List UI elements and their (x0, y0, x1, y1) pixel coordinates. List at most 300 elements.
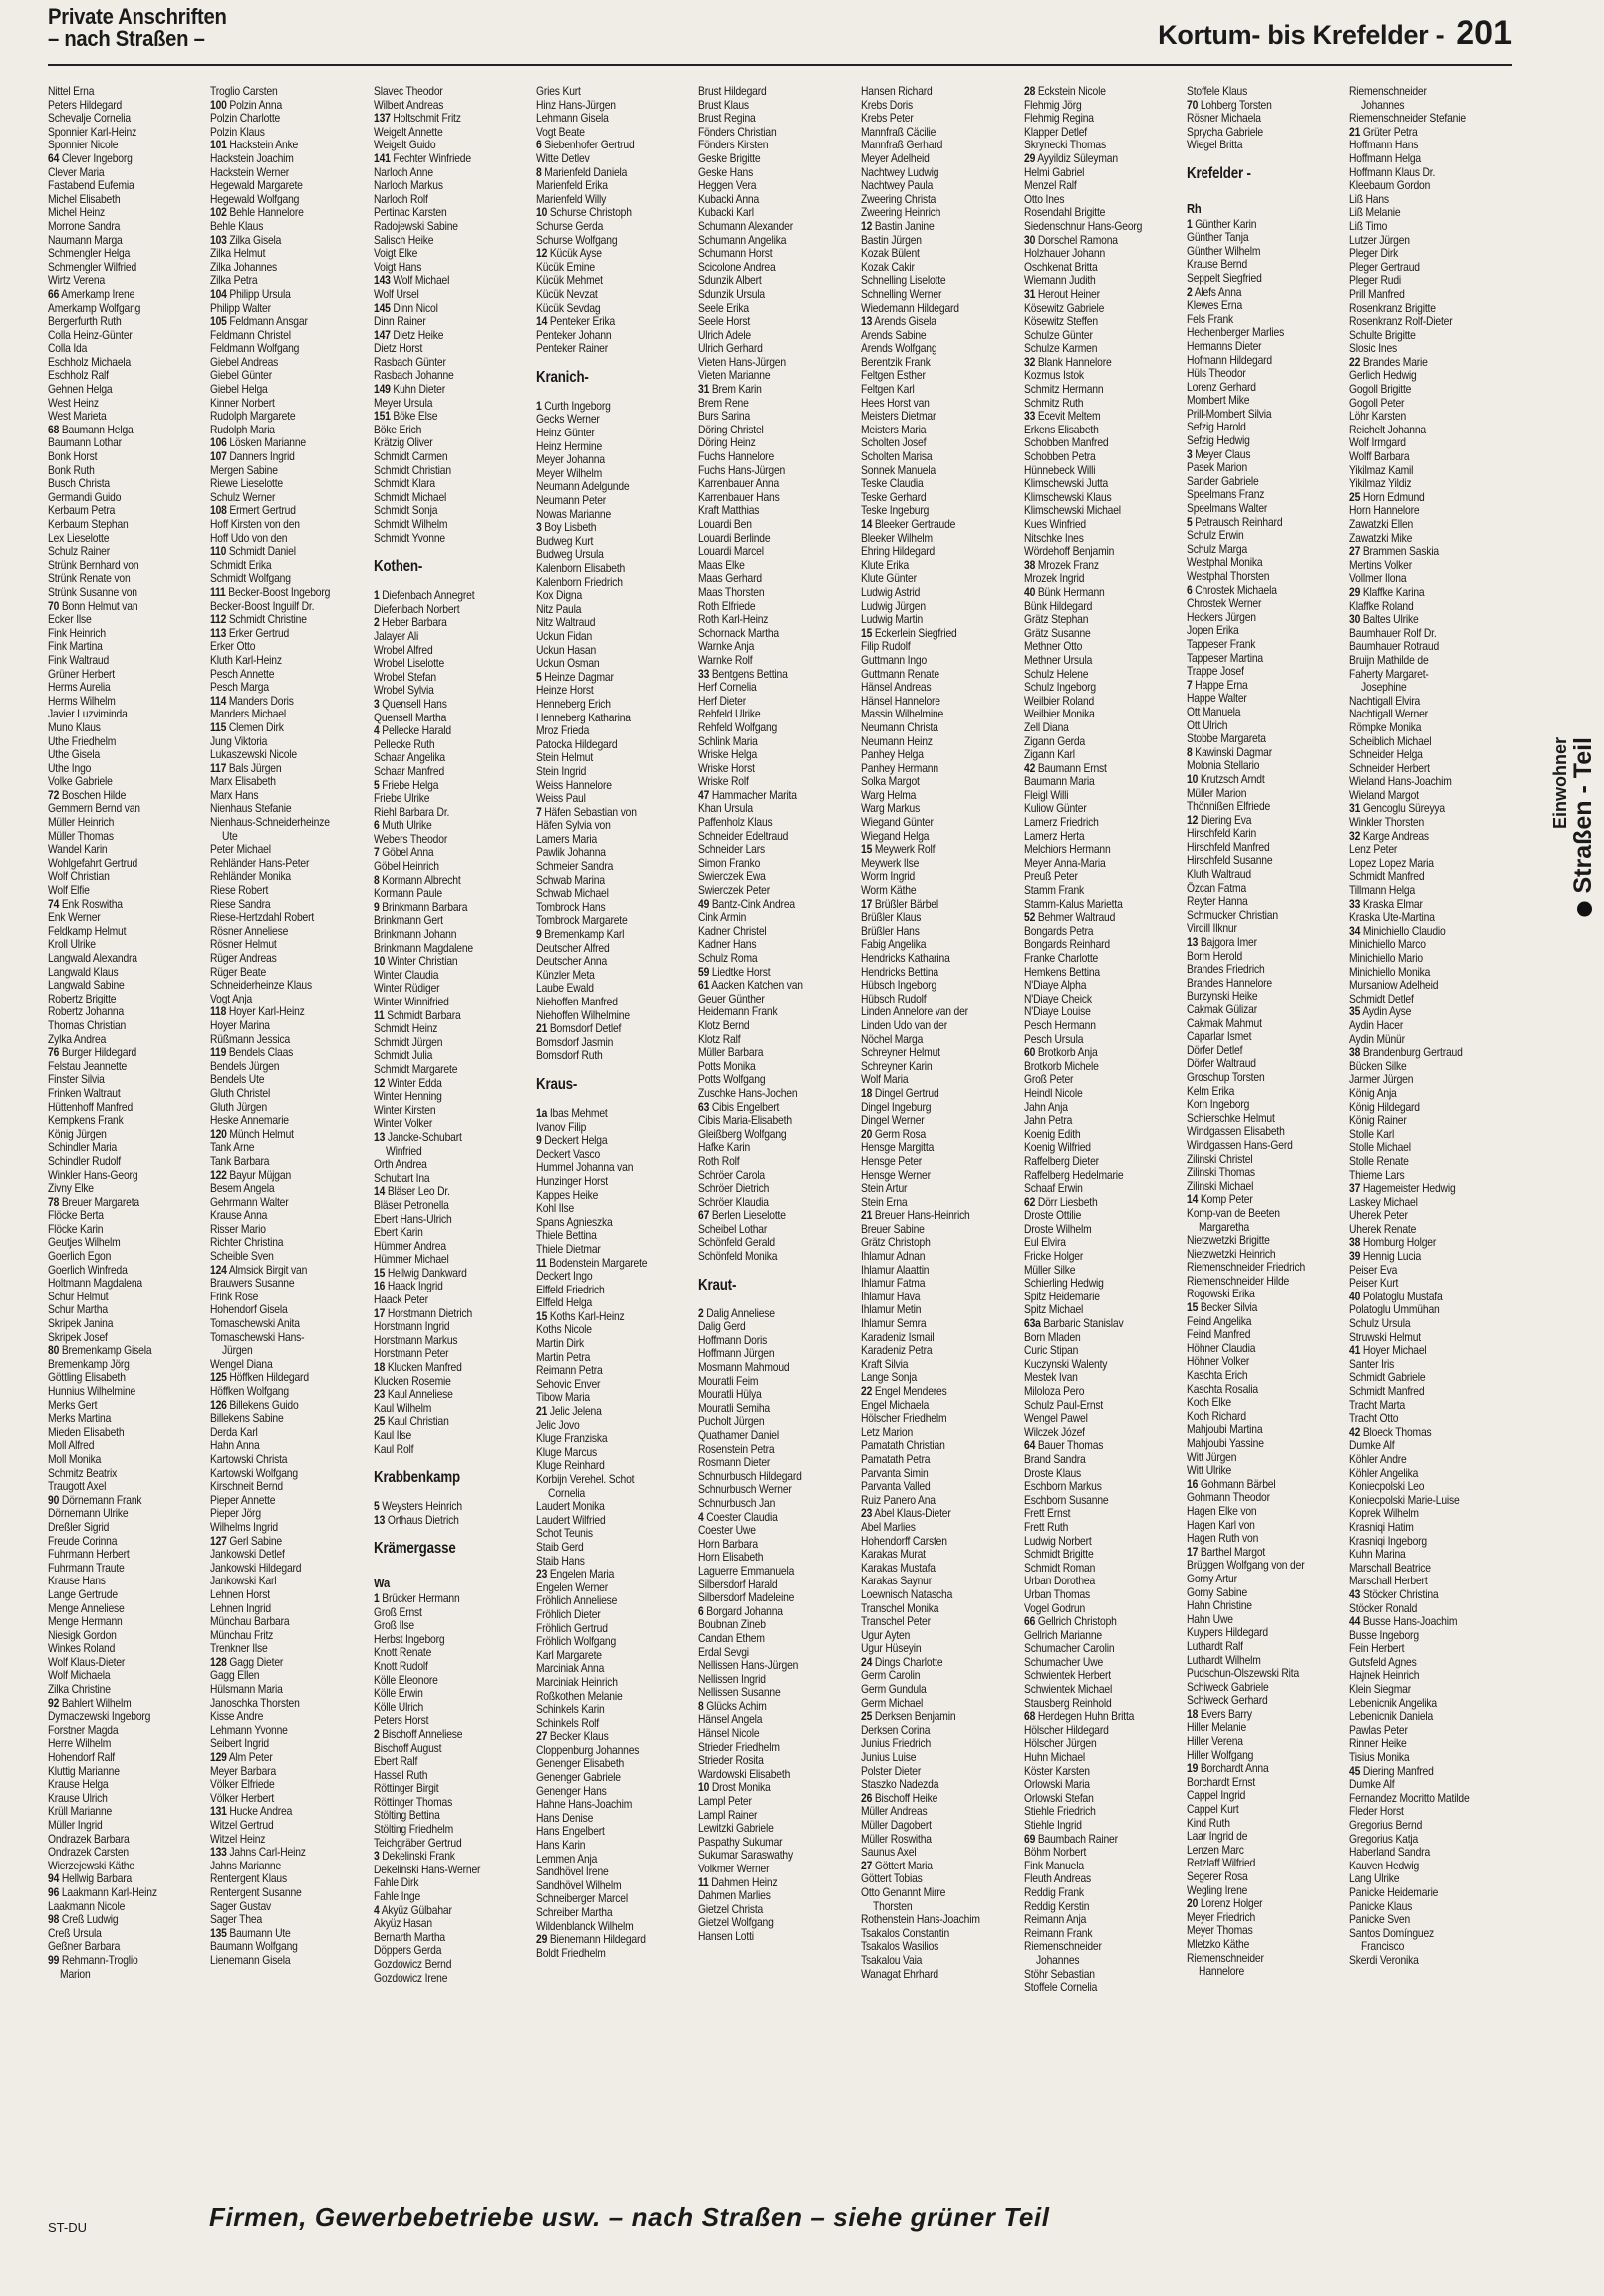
resident-entry: Özcan Fatma (1187, 881, 1247, 895)
resident-entry: Kuypers Hildegard (1187, 1626, 1269, 1640)
side-tab-label (1570, 737, 1596, 917)
resident-entry: Lehnen Ingrid (210, 1601, 272, 1615)
resident-entry: Günther Tanja (1187, 231, 1249, 245)
resident-entry: Schnelling Werner (861, 287, 942, 301)
resident-entry: Mrozek Ingrid (1023, 572, 1085, 586)
resident-entry: 41 Hoyer Michael (1349, 1344, 1427, 1358)
resident-entry: Ihlamur Adnan (861, 1250, 926, 1264)
house-number: 119 (210, 1046, 227, 1060)
resident-entry: 5 Heinze Dagmar (535, 670, 614, 684)
resident-entry: Hofmann Hildegard (1187, 353, 1273, 367)
resident-entry: Janoschka Thorsten (210, 1696, 300, 1710)
resident-entry: Gutsfeld Agnes (1349, 1655, 1417, 1669)
resident-entry: Hans Denise (535, 1811, 594, 1825)
resident-entry: 45 Diering Manfred (1349, 1764, 1435, 1778)
resident-entry: Sefzig Hedwig (1187, 434, 1250, 448)
resident-entry: Baumhauer Rolf Dr. (1349, 626, 1437, 640)
resident-entry: Yikilmaz Kamil (1349, 463, 1414, 477)
resident-entry: Pasek Marion (1187, 461, 1248, 475)
resident-entry: 19 Borchardt Anna (1187, 1762, 1269, 1776)
spacer (536, 1100, 698, 1107)
resident-entry: Niesigk Gordon (48, 1628, 117, 1642)
resident-entry: 12 Diering Eva (1187, 813, 1252, 827)
resident-entry: Lamers Maria (535, 832, 597, 846)
resident-entry: Speelmans Walter (1187, 502, 1268, 516)
resident-entry: Krause Hans (48, 1575, 106, 1588)
resident-entry: Schmidt Detlef (1349, 992, 1415, 1005)
resident-entry: Busse Ingeborg (1349, 1628, 1420, 1642)
resident-entry: Horn Elisabeth (698, 1551, 764, 1565)
resident-entry: Filip Rudolf (861, 640, 912, 654)
resident-entry: Jopen Erika (1187, 624, 1239, 638)
resident-entry: Parvanta Valled (861, 1480, 932, 1494)
resident-entry: Lebenicnik Angelika (1349, 1696, 1438, 1710)
resident-entry: Gregorius Katja (1349, 1832, 1419, 1846)
resident-entry: 15 Eckerlein Siegfried (861, 626, 958, 640)
resident-entry: Grätz Stephan (1023, 613, 1089, 627)
resident-entry: Kleebaum Gordon (1349, 179, 1431, 193)
resident-entry: Wriske Helga (698, 748, 758, 762)
resident-entry: Raffelberg Dieter (1023, 1154, 1099, 1168)
resident-entry: Deutscher Anna (535, 955, 607, 969)
resident-entry: Fahle Inge (373, 1890, 420, 1904)
resident-entry: Heindl Nicole (1023, 1086, 1083, 1100)
spacer (374, 1564, 536, 1571)
resident-entry: Mombert Mike (1187, 394, 1250, 408)
resident-entry: Lewitzki Gabriele (698, 1822, 774, 1836)
resident-entry: 6 Siebenhofer Gertrud (535, 139, 635, 152)
house-number: 10 (698, 1781, 710, 1795)
resident-entry: Javier Luzviminda (48, 708, 128, 721)
resident-entry: Born Mladen (1023, 1330, 1081, 1344)
resident-entry: Mertins Volker (1349, 558, 1413, 572)
resident-entry: 8 Glücks Achim (698, 1699, 767, 1713)
resident-entry: Schmidt Manfred (1349, 870, 1425, 884)
house-number: 5 (373, 1500, 380, 1514)
resident-entry: Zivny Elke (48, 1182, 94, 1196)
resident-entry: Flehmig Regina (1023, 112, 1094, 126)
resident-entry: Dekelinski Hans-Werner (373, 1863, 480, 1876)
resident-entry: Schönfeld Gerald (698, 1236, 776, 1250)
resident-entry: Mannfraß Gerhard (861, 139, 943, 152)
resident-entry: Röttinger Birgit (373, 1782, 439, 1796)
resident-entry: Schulze Günter (1023, 328, 1093, 342)
resident-entry: Krause Anna (210, 1209, 268, 1223)
resident-entry: Brinkmann Johann (373, 928, 456, 942)
resident-entry: Rosenkranz Brigitte (1349, 301, 1437, 315)
resident-entry: Herre Wilhelm (48, 1737, 112, 1751)
house-number: 59 (698, 965, 710, 979)
resident-entry: Zigann Gerda (1023, 734, 1085, 748)
resident-entry: Nitz Paula (535, 602, 582, 616)
resident-entry: Heggen Vera (698, 179, 757, 193)
resident-entry: Coester Uwe (698, 1524, 756, 1538)
resident-entry: Nachtigall Werner (1349, 708, 1429, 721)
resident-entry: Schnelling Liselotte (861, 274, 946, 288)
resident-entry: Panhey Helga (861, 748, 925, 762)
house-number: 45 (1349, 1764, 1361, 1778)
resident-entry: Zilka Helmut (210, 247, 266, 261)
resident-entry: 32 Karge Andreas (1349, 829, 1430, 843)
resident-entry: Wengel Pawel (1023, 1412, 1088, 1426)
resident-entry: Kücük Sevdag (535, 301, 601, 315)
resident-entry: Cappel Kurt (1187, 1803, 1239, 1817)
house-number: 120 (210, 1127, 227, 1141)
resident-entry: Menzel Ralf (1023, 179, 1077, 193)
house-number: 1a (535, 1106, 548, 1120)
resident-entry: Thieme Lars (1349, 1168, 1405, 1182)
resident-entry: 31 Brem Karin (698, 383, 762, 397)
house-number: 21 (1349, 125, 1361, 139)
resident-entry: Frinken Waltraut (48, 1086, 121, 1100)
resident-entry: Germandi Guido (48, 490, 122, 504)
resident-entry: Prill-Mombert Silvia (1187, 407, 1272, 421)
directory-column (210, 85, 373, 2202)
resident-entry: Minichiello Marco (1349, 938, 1427, 952)
resident-entry: 21 Breuer Hans-Heinrich (861, 1209, 971, 1223)
resident-entry: Droste Ottilie (1023, 1209, 1082, 1223)
resident-entry: Abel Marlies (861, 1520, 917, 1534)
resident-entry: Fröhlich Gertrud (535, 1621, 608, 1635)
resident-entry: Göttling Elisabeth (48, 1371, 126, 1385)
resident-entry: Feldkamp Helmut (48, 924, 127, 938)
resident-entry: Engelen Werner (535, 1580, 608, 1594)
resident-entry: König Jürgen (48, 1127, 107, 1141)
resident-entry: Schubart Ina (373, 1171, 430, 1185)
resident-entry: 33 Bentgens Bettina (698, 667, 788, 681)
resident-entry: 14 Penteker Erika (535, 315, 616, 329)
resident-entry: Schmitz Hermann (1023, 383, 1104, 397)
resident-name-continued: Cornelia (547, 1486, 585, 1500)
resident-entry: Breuer Sabine (861, 1222, 926, 1236)
house-number: 151 (373, 410, 391, 424)
resident-entry: Schaar Manfred (373, 764, 444, 778)
resident-entry: Schmidt Wilhelm (373, 518, 447, 531)
resident-entry: Minichiello Monika (1349, 965, 1431, 979)
resident-entry: Heinze Horst (535, 684, 594, 698)
resident-entry: Teske Ingeburg (861, 504, 930, 518)
resident-entry: Schmidt Manfred (1349, 1385, 1425, 1398)
house-number: 34 (1349, 924, 1361, 938)
resident-entry: 10 Schurse Christoph (535, 206, 632, 220)
resident-entry: Wriske Horst (698, 761, 756, 775)
resident-entry: Trappe Josef (1187, 665, 1244, 679)
resident-entry: Laudert Monika (535, 1500, 605, 1514)
house-number: 24 (861, 1655, 873, 1669)
resident-entry: 2 Bischoff Anneliese (373, 1727, 462, 1741)
resident-entry: 68 Baumann Helga (48, 423, 134, 436)
resident-entry: Neumann Heinz (861, 734, 934, 748)
house-number: 1 (373, 1591, 380, 1605)
resident-entry: Hinz Hans-Jürgen (535, 98, 616, 112)
resident-entry: Karakas Saynur (861, 1575, 933, 1588)
directory-column (861, 85, 1023, 2202)
resident-entry: Bomsdorf Ruth (535, 1049, 603, 1063)
resident-entry: Horn Barbara (698, 1537, 759, 1551)
resident-entry: Elffeld Friedrich (535, 1283, 605, 1296)
resident-entry: Brotkorb Michele (1023, 1059, 1099, 1073)
resident-entry: Reimann Frank (1023, 1926, 1093, 1940)
resident-entry: Worm Ingrid (861, 870, 916, 884)
resident-entry: Hölscher Hildegard (1023, 1723, 1109, 1737)
resident-entry: Lehmann Yvonne (210, 1723, 289, 1737)
resident-entry: Naumann Marga (48, 233, 123, 247)
resident-entry: Finster Silvia (48, 1073, 105, 1087)
resident-entry: Wolf Irmgard (1349, 436, 1407, 450)
resident-entry: Martin Dirk (535, 1337, 584, 1351)
resident-entry: Marciniak Anna (535, 1662, 605, 1676)
resident-entry: Marienfeld Willy (535, 192, 606, 206)
resident-entry: Hackstein Werner (210, 165, 290, 179)
house-number: 1 (373, 589, 380, 603)
resident-entry: Brüggen Wolfgang von der (1187, 1559, 1305, 1573)
resident-entry: 5 Friebe Helga (373, 778, 438, 792)
resident-entry: Peters Horst (373, 1714, 428, 1728)
resident-entry: Meyer Adelheid (861, 151, 931, 165)
resident-entry: 8 Marienfeld Daniela (535, 165, 628, 179)
resident-entry: Klimschewski Jutta (1023, 477, 1108, 491)
resident-entry: Hänsel Andreas (861, 681, 932, 695)
resident-entry: Böke Erich (373, 423, 421, 436)
resident-entry: Krebs Peter (861, 112, 915, 126)
resident-name-continued: Johannes (1035, 1953, 1080, 1967)
resident-entry: Pawlas Peter (1349, 1723, 1409, 1737)
resident-entry: Böhm Norbert (1023, 1846, 1086, 1860)
house-number: 25 (861, 1710, 873, 1724)
resident-entry: Kerbaum Stephan (48, 518, 129, 531)
resident-entry: Heinz Hermine (535, 439, 602, 453)
resident-entry: Gogoll Peter (1349, 396, 1405, 410)
resident-entry: Karl Margarete (535, 1648, 602, 1662)
resident-entry: Horn Hannelore (1349, 504, 1420, 518)
resident-entry: Kohl Ilse (535, 1202, 574, 1216)
resident-entry: Groschup Torsten (1187, 1070, 1265, 1084)
resident-entry: 38 Brandenburg Gertraud (1349, 1046, 1464, 1060)
resident-entry: Zweering Christa (861, 192, 936, 206)
resident-entry: Zigann Karl (1023, 748, 1075, 762)
resident-entry: Grätz Susanne (1023, 626, 1091, 640)
resident-entry: Pesch Hermann (1023, 1018, 1096, 1032)
resident-entry: 6 Muth Ulrike (373, 819, 432, 833)
resident-entry: Uckun Osman (535, 657, 600, 671)
resident-entry: Sefzig Harold (1187, 421, 1246, 434)
resident-entry: Enk Werner (48, 911, 101, 925)
resident-entry: Mouratli Semiha (698, 1401, 771, 1415)
resident-name-continued: Thorsten (873, 1899, 913, 1913)
resident-entry: Müller Barbara (698, 1046, 764, 1060)
resident-entry: Fuhrmann Traute (48, 1561, 125, 1575)
resident-entry: Karakas Mustafa (861, 1561, 936, 1575)
resident-entry: Groß Ilse (373, 1619, 414, 1633)
resident-entry: Müller Roswitha (861, 1832, 933, 1846)
house-number: 7 (1187, 678, 1193, 692)
resident-entry: Rogowski Erika (1187, 1288, 1255, 1301)
resident-entry: 105 Feldmann Ansgar (210, 315, 309, 329)
resident-entry: Eschholz Ralf (48, 369, 109, 383)
resident-entry: Vieten Hans-Jürgen (698, 355, 787, 369)
house-number: 41 (1349, 1344, 1361, 1358)
resident-entry: Peiser Eva (1349, 1263, 1398, 1277)
resident-entry: Müller Thomas (48, 829, 114, 843)
house-number: 18 (861, 1086, 873, 1100)
resident-entry: Schmidt Sonja (373, 504, 437, 518)
resident-entry: Schiweck Gerhard (1187, 1694, 1268, 1708)
resident-entry: Stolle Renate (1349, 1154, 1410, 1168)
resident-entry: Zuschke Hans-Jochen (698, 1086, 798, 1100)
resident-entry: Burzynski Heike (1187, 990, 1258, 1004)
resident-entry: Roth Karl-Heinz (698, 613, 769, 627)
resident-entry: Krause Helga (48, 1778, 109, 1792)
resident-entry: Fleder Horst (1349, 1805, 1405, 1819)
resident-entry: Maas Elke (698, 558, 745, 572)
house-number: 8 (373, 873, 380, 887)
resident-entry: Liß Melanie (1349, 206, 1401, 220)
resident-entry: Risser Mario (210, 1222, 267, 1236)
resident-entry: Stöhr Sebastian (1023, 1967, 1095, 1981)
resident-entry: Rehländer Hans-Peter (210, 856, 310, 870)
resident-entry: 9 Brinkmann Barbara (373, 900, 467, 914)
resident-entry: Schur Martha (48, 1303, 108, 1317)
resident-entry: Niehoffen Manfred (535, 996, 618, 1008)
resident-entry: Warg Helma (861, 788, 917, 802)
resident-entry: Potts Monika (698, 1059, 756, 1073)
resident-entry: Ott Ulrich (1187, 718, 1228, 732)
resident-entry: Nittel Erna (48, 85, 95, 98)
resident-entry: 49 Bantz-Cink Andrea (698, 897, 796, 911)
resident-entry: Kaul Rolf (373, 1442, 413, 1456)
resident-entry: 29 Klaffke Karina (1349, 585, 1425, 599)
resident-entry: Salisch Heike (373, 233, 433, 247)
resident-entry: Geske Brigitte (698, 151, 761, 165)
resident-entry: Scicolone Andrea (698, 260, 776, 274)
resident-entry: Rudolph Margarete (210, 410, 296, 424)
resident-entry: Krasniqi Hatim (1349, 1520, 1415, 1534)
resident-entry: Feldmann Christel (210, 328, 292, 342)
resident-entry: Stöcker Ronald (1349, 1601, 1418, 1615)
resident-entry: 14 Bleeker Gertraude (861, 518, 956, 531)
resident-entry: Bünk Hildegard (1023, 599, 1092, 613)
house-number: 2 (373, 616, 380, 630)
resident-entry: Robertz Brigitte (48, 992, 117, 1005)
house-number: 7 (373, 846, 380, 860)
resident-entry: Tappeser Frank (1187, 637, 1256, 651)
resident-entry: Luthardt Ralf (1187, 1639, 1243, 1653)
resident-entry: Ludwig Norbert (1023, 1534, 1092, 1548)
resident-entry: 3 Quensell Hans (373, 697, 447, 711)
resident-entry: Fönders Kirsten (698, 139, 769, 152)
resident-entry: 118 Hoyer Karl-Heinz (210, 1005, 305, 1019)
house-number: 29 (1023, 151, 1035, 165)
spacer (1187, 152, 1349, 159)
resident-entry: Wiegand Günter (861, 816, 935, 830)
resident-entry: Schulz Marga (1187, 542, 1248, 556)
resident-entry: Pertinac Karsten (373, 206, 447, 220)
resident-entry: Dörfer Detlef (1187, 1043, 1243, 1057)
resident-entry: Stolle Michael (1349, 1141, 1412, 1155)
resident-entry: Warg Markus (861, 802, 921, 816)
resident-entry: Fleuth Andreas (1023, 1872, 1091, 1886)
resident-entry: 135 Baumann Ute (210, 1926, 291, 1940)
resident-entry: Urban Thomas (1023, 1587, 1090, 1601)
resident-entry: Schmengler Wilfried (48, 260, 137, 274)
resident-entry: Troglio Carsten (210, 85, 278, 98)
resident-entry: Zilka Petra (210, 274, 258, 288)
resident-entry: Wildenblanck Wilhelm (535, 1919, 634, 1933)
resident-entry: Kelm Erika (1187, 1084, 1235, 1098)
resident-entry: Hummel Johanna van (535, 1161, 634, 1175)
resident-entry: 34 Minichiello Claudio (1349, 924, 1446, 938)
resident-entry: Rösner Helmut (210, 938, 277, 952)
resident-entry: Klotz Bernd (698, 1018, 750, 1032)
resident-entry: Skrynecki Thomas (1023, 139, 1106, 152)
resident-entry: Droste Wilhelm (1023, 1222, 1092, 1236)
resident-entry: Jankowski Hildegard (210, 1561, 302, 1575)
resident-entry: Schulz Werner (210, 490, 276, 504)
resident-entry: Colla Ida (48, 342, 88, 356)
resident-entry: Hiller Melanie (1187, 1721, 1247, 1735)
resident-entry: Scholten Marisa (861, 450, 933, 464)
resident-entry: Germ Carolin (861, 1669, 921, 1683)
resident-entry: Reddig Frank (1023, 1885, 1084, 1899)
resident-entry: Kues Winfried (1023, 518, 1086, 531)
resident-entry: Bendels Jürgen (210, 1059, 280, 1073)
resident-entry: Slosic Ines (1349, 342, 1398, 356)
resident-entry: Burs Sarina (698, 410, 751, 424)
spacer (536, 393, 698, 400)
resident-entry: Schnurbusch Hildegard (698, 1469, 802, 1483)
resident-entry: Bleeker Wilhelm (861, 531, 934, 545)
resident-entry: Tank Barbara (210, 1154, 270, 1168)
street-heading: Krabbenkamp (373, 1469, 460, 1487)
resident-entry: Spans Agnieszka (535, 1215, 613, 1229)
resident-entry: Uckun Fidan (535, 629, 592, 643)
resident-entry: Haack Peter (373, 1293, 428, 1307)
resident-entry: 129 Alm Peter (210, 1751, 273, 1765)
house-number: 141 (373, 151, 391, 165)
house-number: 20 (1187, 1897, 1199, 1911)
resident-entry: Manders Michael (210, 708, 287, 721)
resident-entry: Stein Helmut (535, 751, 593, 765)
resident-entry: Reyter Hanna (1187, 895, 1248, 909)
resident-entry: Boubnan Zineb (698, 1618, 766, 1632)
resident-entry: Rentergent Susanne (210, 1885, 302, 1899)
resident-entry: Heckers Jürgen (1187, 610, 1256, 624)
resident-entry: 23 Kaul Anneliese (373, 1388, 453, 1402)
resident-entry: Lukaszewski Nicole (210, 748, 298, 762)
resident-entry: Schnurbusch Jan (698, 1496, 776, 1510)
resident-entry: Nietzwetzki Brigitte (1187, 1234, 1270, 1248)
house-number: 14 (373, 1185, 385, 1199)
resident-entry: 125 Höffken Hildegard (210, 1371, 310, 1385)
resident-entry: Paspathy Sukumar (698, 1835, 783, 1849)
resident-entry: Wieland Margot (1349, 788, 1420, 802)
resident-entry: Brüßler Hans (861, 924, 921, 938)
bullet-icon (1577, 902, 1592, 917)
resident-entry: Riemenschneider (1349, 85, 1428, 98)
resident-entry: Dörnemann Ulrike (48, 1507, 129, 1521)
resident-entry: Hensge Peter (861, 1154, 923, 1168)
house-number: 11 (535, 1256, 547, 1270)
house-number: 15 (861, 843, 873, 857)
resident-entry: Nowas Marianne (535, 507, 611, 521)
house-number: 17 (373, 1306, 385, 1320)
house-number: 12 (373, 1076, 385, 1090)
resident-entry: Klimschewski Michael (1023, 504, 1121, 518)
resident-entry: Hümmer Michael (373, 1253, 449, 1267)
resident-entry: König Rainer (1349, 1114, 1407, 1128)
resident-entry: Staszko Nadezda (861, 1778, 939, 1792)
resident-entry: 31 Herout Heiner (1023, 287, 1100, 301)
